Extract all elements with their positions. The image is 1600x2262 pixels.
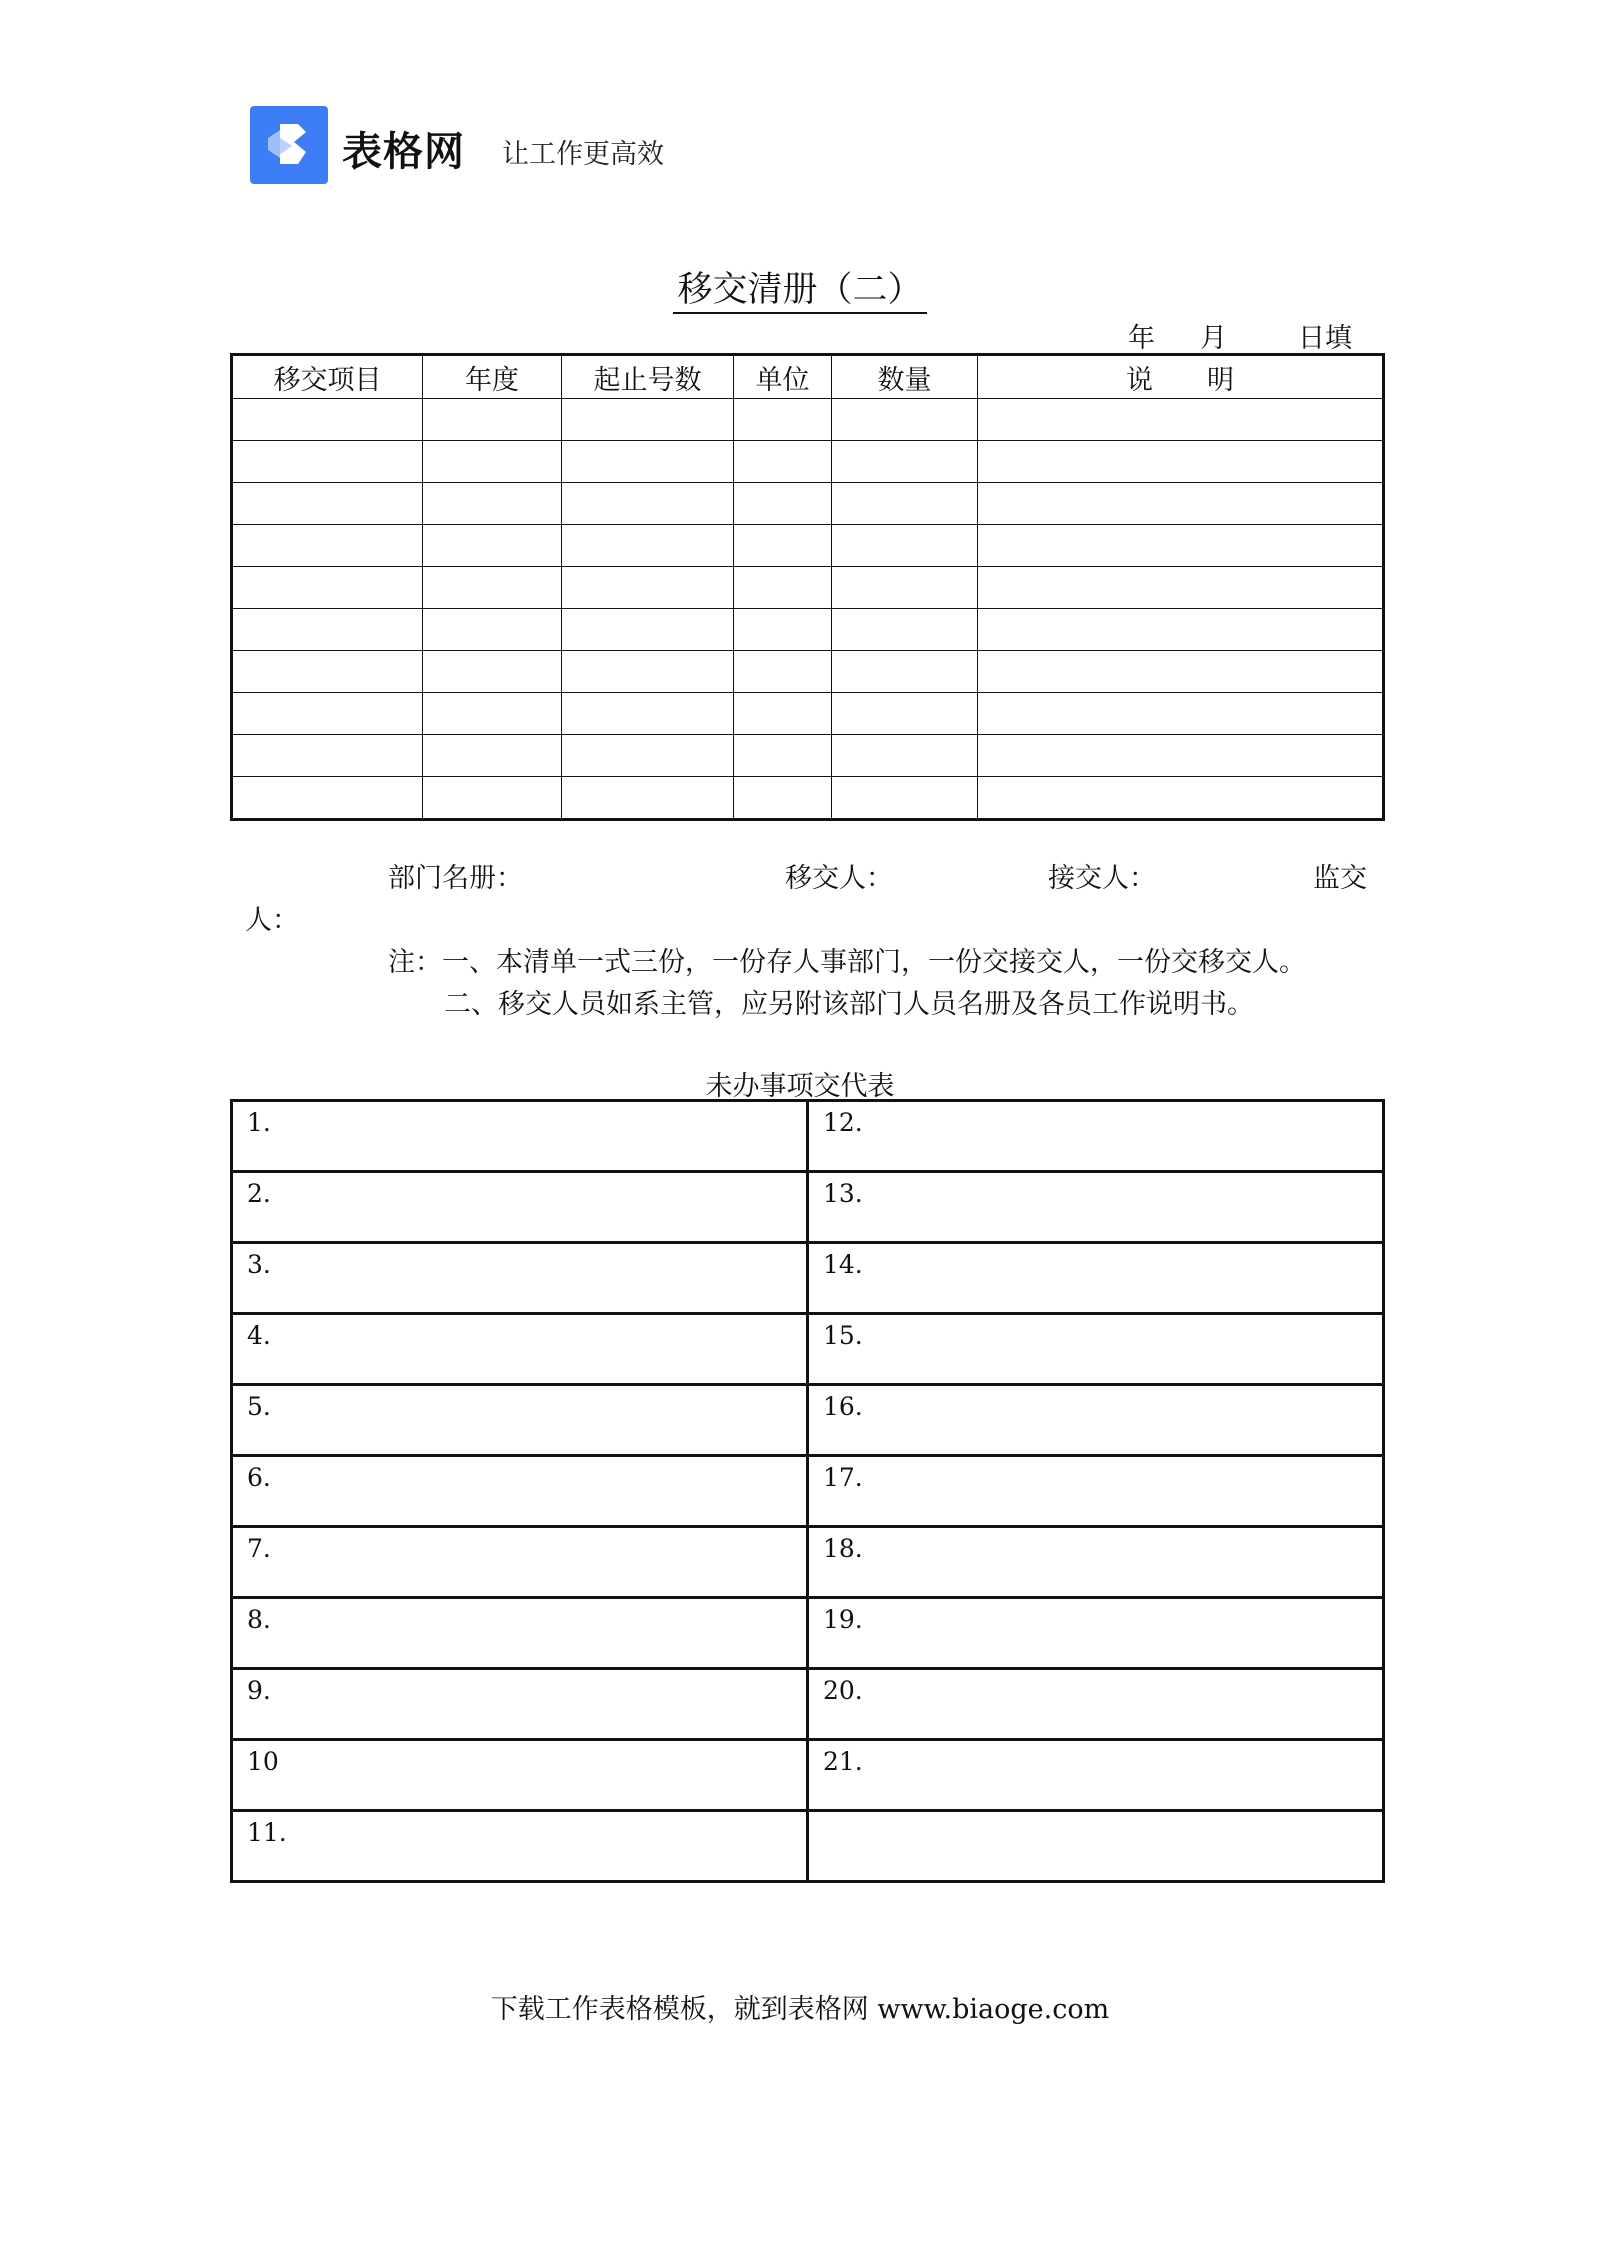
transfer-table-cell[interactable] bbox=[734, 525, 832, 567]
transfer-table-cell[interactable] bbox=[832, 693, 978, 735]
transfer-table-cell[interactable] bbox=[832, 483, 978, 525]
pending-item-cell[interactable]: 6. bbox=[232, 1456, 808, 1527]
transfer-table-row bbox=[232, 525, 1384, 567]
pending-item-cell[interactable]: 2. bbox=[232, 1172, 808, 1243]
pending-item-cell[interactable]: 19. bbox=[808, 1598, 1384, 1669]
pending-item-row bbox=[232, 1598, 1384, 1669]
column-header-quantity: 数量 bbox=[832, 355, 978, 399]
transfer-table-cell[interactable] bbox=[978, 399, 1384, 441]
transfer-table-cell[interactable] bbox=[423, 399, 562, 441]
pending-item-cell[interactable]: 21. bbox=[808, 1740, 1384, 1811]
transfer-table-cell[interactable] bbox=[978, 735, 1384, 777]
transfer-table-cell[interactable] bbox=[832, 567, 978, 609]
transfer-table-cell[interactable] bbox=[423, 441, 562, 483]
transfer-table-cell[interactable] bbox=[232, 441, 423, 483]
transfer-table-cell[interactable] bbox=[562, 399, 734, 441]
pending-table-caption: 未办事项交代表 bbox=[705, 1071, 895, 1102]
pending-item-row bbox=[232, 1740, 1384, 1811]
transfer-table-header bbox=[232, 355, 1384, 399]
document-title: 移交清册（二） bbox=[0, 262, 1600, 312]
pending-item-row bbox=[232, 1314, 1384, 1385]
pending-item-cell[interactable]: 20. bbox=[808, 1669, 1384, 1740]
pending-item-cell[interactable]: 17. bbox=[808, 1456, 1384, 1527]
transfer-table-cell[interactable] bbox=[978, 567, 1384, 609]
logo-icon bbox=[250, 106, 328, 184]
transfer-table-cell[interactable] bbox=[562, 567, 734, 609]
transfer-table-cell[interactable] bbox=[734, 777, 832, 820]
transfer-table-cell[interactable] bbox=[562, 651, 734, 693]
pending-item-cell[interactable]: 16. bbox=[808, 1385, 1384, 1456]
pending-items-table bbox=[230, 1099, 1385, 1883]
pending-item-cell[interactable]: 12. bbox=[808, 1101, 1384, 1172]
transfer-table-row bbox=[232, 609, 1384, 651]
transfer-table-cell[interactable] bbox=[562, 693, 734, 735]
transfer-table-cell[interactable] bbox=[423, 525, 562, 567]
transfer-table-cell[interactable] bbox=[232, 609, 423, 651]
transfer-table-cell[interactable] bbox=[978, 693, 1384, 735]
column-header-item: 移交项目 bbox=[232, 355, 423, 399]
transfer-table-row bbox=[232, 441, 1384, 483]
transfer-table-cell[interactable] bbox=[832, 399, 978, 441]
transfer-table-cell[interactable] bbox=[562, 525, 734, 567]
transfer-table-cell[interactable] bbox=[978, 441, 1384, 483]
pending-item-row bbox=[232, 1101, 1384, 1172]
transfer-table-cell[interactable] bbox=[232, 735, 423, 777]
transfer-table-cell[interactable] bbox=[423, 483, 562, 525]
transfer-table-cell[interactable] bbox=[734, 651, 832, 693]
date-year-label: 年 bbox=[1128, 323, 1155, 354]
transfer-table-cell[interactable] bbox=[734, 567, 832, 609]
note-line-1: 注：一、本清单一式三份，一份存人事部门，一份交接交人，一份交移交人。 bbox=[388, 947, 1306, 978]
pending-item-row bbox=[232, 1385, 1384, 1456]
pending-item-row bbox=[232, 1172, 1384, 1243]
transfer-table-cell[interactable] bbox=[734, 399, 832, 441]
transfer-table-cell[interactable] bbox=[832, 735, 978, 777]
transfer-table-cell[interactable] bbox=[978, 651, 1384, 693]
transfer-table-cell[interactable] bbox=[562, 483, 734, 525]
column-header-unit: 单位 bbox=[734, 355, 832, 399]
transferor-label: 移交人： bbox=[785, 863, 893, 894]
transfer-table-cell[interactable] bbox=[232, 777, 423, 820]
transfer-table-row bbox=[232, 399, 1384, 441]
pending-item-cell[interactable]: 18. bbox=[808, 1527, 1384, 1598]
brand-slogan: 让工作更高效 bbox=[502, 139, 664, 170]
date-month-label: 月 bbox=[1200, 323, 1227, 354]
transfer-table-cell[interactable] bbox=[978, 777, 1384, 820]
receiver-label: 接交人： bbox=[1048, 863, 1156, 894]
transfer-table-cell[interactable] bbox=[562, 735, 734, 777]
footer-text: 下载工作表格模板，就到表格网 www.biaoge.com bbox=[490, 1994, 1110, 2025]
transfer-table-cell[interactable] bbox=[423, 777, 562, 820]
transfer-table-cell[interactable] bbox=[232, 567, 423, 609]
transfer-table-cell[interactable] bbox=[734, 441, 832, 483]
transfer-table-cell[interactable] bbox=[734, 735, 832, 777]
pending-item-cell[interactable]: 11. bbox=[232, 1811, 808, 1882]
transfer-table-cell[interactable] bbox=[232, 483, 423, 525]
pending-item-cell[interactable] bbox=[808, 1811, 1384, 1882]
transfer-table-cell[interactable] bbox=[832, 609, 978, 651]
pending-item-row bbox=[232, 1527, 1384, 1598]
transfer-table-row bbox=[232, 693, 1384, 735]
transfer-table-cell[interactable] bbox=[734, 609, 832, 651]
transfer-table-cell[interactable] bbox=[562, 441, 734, 483]
transfer-table-cell[interactable] bbox=[734, 483, 832, 525]
pending-item-row bbox=[232, 1669, 1384, 1740]
transfer-table-cell[interactable] bbox=[832, 651, 978, 693]
pending-item-cell[interactable]: 7. bbox=[232, 1527, 808, 1598]
department-roster-label: 部门名册： bbox=[388, 863, 523, 894]
supervisor-label-continued: 人： bbox=[245, 905, 299, 936]
transfer-table bbox=[230, 353, 1385, 821]
transfer-table-cell[interactable] bbox=[423, 735, 562, 777]
transfer-table-cell[interactable] bbox=[562, 777, 734, 820]
supervisor-label: 监交 bbox=[1313, 863, 1367, 894]
pending-item-cell[interactable]: 4. bbox=[232, 1314, 808, 1385]
transfer-table-cell[interactable] bbox=[423, 609, 562, 651]
transfer-table-cell[interactable] bbox=[423, 693, 562, 735]
transfer-table-cell[interactable] bbox=[423, 567, 562, 609]
transfer-table-row bbox=[232, 483, 1384, 525]
transfer-table-cell[interactable] bbox=[978, 609, 1384, 651]
transfer-table-cell[interactable] bbox=[832, 525, 978, 567]
transfer-table-cell[interactable] bbox=[832, 777, 978, 820]
transfer-table-cell[interactable] bbox=[232, 399, 423, 441]
brand-name: 表格网 bbox=[342, 129, 465, 175]
transfer-table-cell[interactable] bbox=[423, 651, 562, 693]
pending-item-cell[interactable]: 10 bbox=[232, 1740, 808, 1811]
pending-item-cell[interactable]: 9. bbox=[232, 1669, 808, 1740]
date-day-label: 日填 bbox=[1298, 323, 1352, 354]
transfer-table-cell[interactable] bbox=[978, 525, 1384, 567]
pending-item-cell[interactable]: 13. bbox=[808, 1172, 1384, 1243]
transfer-table-cell[interactable] bbox=[562, 609, 734, 651]
pending-item-cell[interactable]: 3. bbox=[232, 1243, 808, 1314]
pending-item-cell[interactable]: 5. bbox=[232, 1385, 808, 1456]
column-header-description: 说 明 bbox=[978, 355, 1384, 399]
transfer-table-cell[interactable] bbox=[232, 693, 423, 735]
pending-item-cell[interactable]: 15. bbox=[808, 1314, 1384, 1385]
pending-item-cell[interactable]: 8. bbox=[232, 1598, 808, 1669]
transfer-table-cell[interactable] bbox=[978, 483, 1384, 525]
transfer-table-row bbox=[232, 651, 1384, 693]
transfer-table-cell[interactable] bbox=[734, 693, 832, 735]
pending-item-cell[interactable]: 1. bbox=[232, 1101, 808, 1172]
transfer-table-cell[interactable] bbox=[232, 525, 423, 567]
pending-item-row bbox=[232, 1456, 1384, 1527]
transfer-table-row bbox=[232, 777, 1384, 820]
transfer-table-cell[interactable] bbox=[832, 441, 978, 483]
transfer-table-cell[interactable] bbox=[232, 651, 423, 693]
pending-item-row bbox=[232, 1243, 1384, 1314]
transfer-table-row bbox=[232, 567, 1384, 609]
transfer-table-row bbox=[232, 735, 1384, 777]
column-header-year: 年度 bbox=[423, 355, 562, 399]
pending-item-row bbox=[232, 1811, 1384, 1882]
note-line-2: 二、移交人员如系主管，应另附该部门人员名册及各员工作说明书。 bbox=[444, 989, 1254, 1020]
column-header-number-range: 起止号数 bbox=[562, 355, 734, 399]
pending-item-cell[interactable]: 14. bbox=[808, 1243, 1384, 1314]
